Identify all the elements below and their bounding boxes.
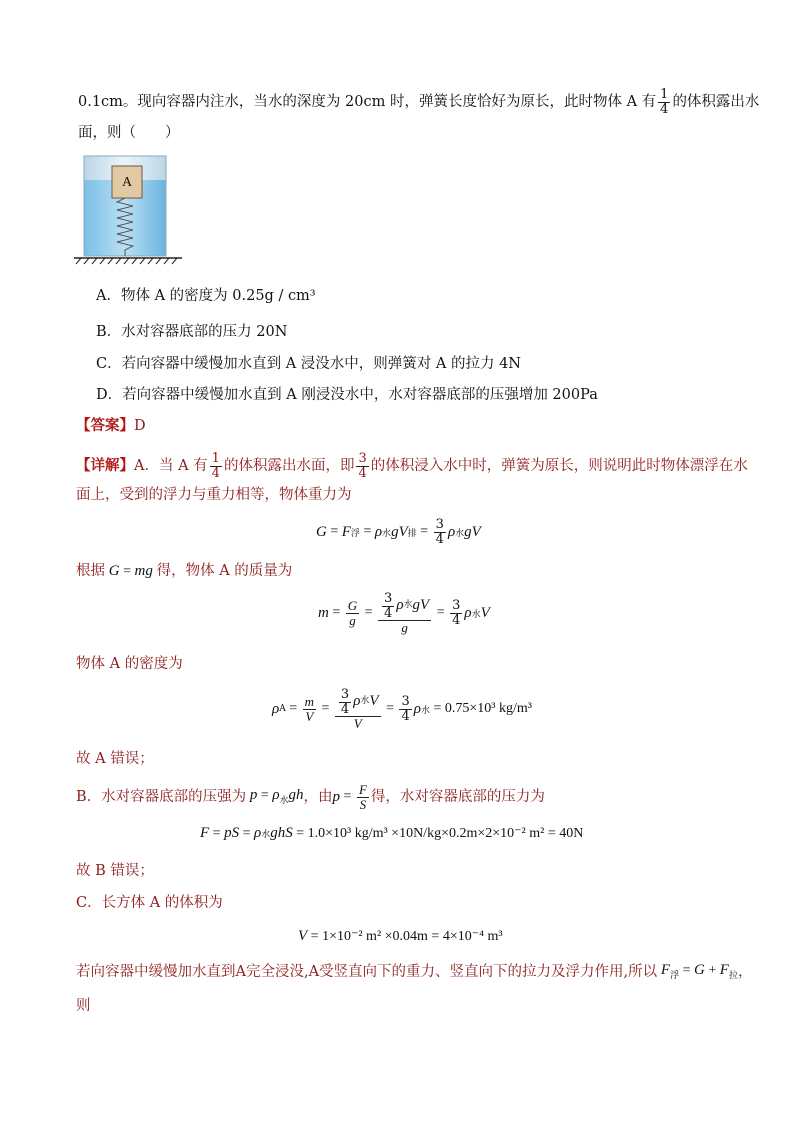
explain-b-conclusion: 故 B 错误；: [76, 863, 154, 879]
block-a-label: A: [121, 175, 133, 190]
question-text: 0.1cm。现向容器内注水，当水的深度为 20cm 时，弹簧长度恰好为原长，此时物体 A 有: [78, 93, 657, 110]
option-d: D．若向容器中缓慢加水直到 A 刚浸没水中，水对容器底部的压强增加 200Pa: [96, 387, 598, 403]
fraction-one-quarter: $\frac{1}{4}$: [211, 451, 220, 481]
explain-a-conclusion: 故 A 错误；: [76, 751, 154, 767]
explain-tag: 【详解】: [76, 456, 134, 474]
explain-b-line-1: B．水对容器底部的压强为 $p = \rho_水gh$ ，由 p = $\frac{F}{S}$ 得，水对容器底部的压力为: [76, 782, 545, 812]
option-a: A．物体 A 的密度为 0.25g / cm³: [96, 288, 316, 304]
answer-value: D: [134, 418, 146, 434]
fraction-one-quarter: $\frac{1}{4}$: [660, 87, 669, 117]
explain-a-line-4: 物体 A 的密度为: [76, 656, 183, 672]
answer-tag: 【答案】: [76, 417, 134, 434]
question-line-2: 面，则（ ）: [78, 125, 180, 141]
ground-hatch: [76, 258, 177, 264]
question-text-end: 的体积露出水: [672, 93, 760, 110]
question-line-1: [78, 88, 759, 116]
container-figure: [72, 152, 184, 268]
explain-a-line-2: 面上，受到的浮力与重力相等，物体重力为: [76, 487, 352, 503]
equation-volume: V = 1×10⁻² m² ×0.04m = 4×10⁻⁴ m³: [298, 928, 503, 944]
explain-a-line-1: 【详解】 A．当 A 有 $\frac{1}{4}$ 的体积露出水面，即 $\frac{3}{4}$ 的体积浸入水中时，弹簧为原长，则说明此时物体漂浮在水: [76, 451, 748, 481]
equation-mass: m = $\frac{G}{g}$ = $\frac{3}{4}$ ρ 水 gV g = $\frac{3}{4}$ ρ 水 V: [318, 591, 490, 636]
explain-c-line-2: 若向容器中缓慢加水直到A完全浸没,A受竖直向下的重力、竖直向下的拉力及浮力作用,所以 $F_浮 = G + F_拉$ ，: [76, 962, 753, 981]
equation-gravity: G = F 浮 = ρ 水 gV 排 = $\frac{3}{4}$ ρ 水 gV: [316, 517, 481, 547]
explain-c-line-3: 则: [76, 998, 91, 1014]
fraction-three-quarters: $\frac{3}{4}$: [358, 451, 367, 481]
option-b: B．水对容器底部的压力 20N: [96, 324, 288, 340]
equation-pressure-force: F = pS = ρ 水 ghS = 1.0×10³ kg/m³ ×10N/kg×0.2m×2×10⁻² m² = 40N: [200, 825, 584, 841]
option-c: C．若向容器中缓慢加水直到 A 浸没水中，则弹簧对 A 的拉力 4N: [96, 356, 521, 372]
equation-density: ρ A = $\frac{m}{V}$ = $\frac{3}{4}$ ρ 水 V V = $\frac{3}{4}$ ρ 水 = 0.75×10³ kg/m³: [272, 687, 532, 732]
answer-line: [76, 419, 146, 434]
explain-c-line-1: C．长方体 A 的体积为: [76, 895, 223, 911]
explain-a-line-3: 根据 G = mg 得，物体 A 的质量为: [76, 563, 293, 580]
